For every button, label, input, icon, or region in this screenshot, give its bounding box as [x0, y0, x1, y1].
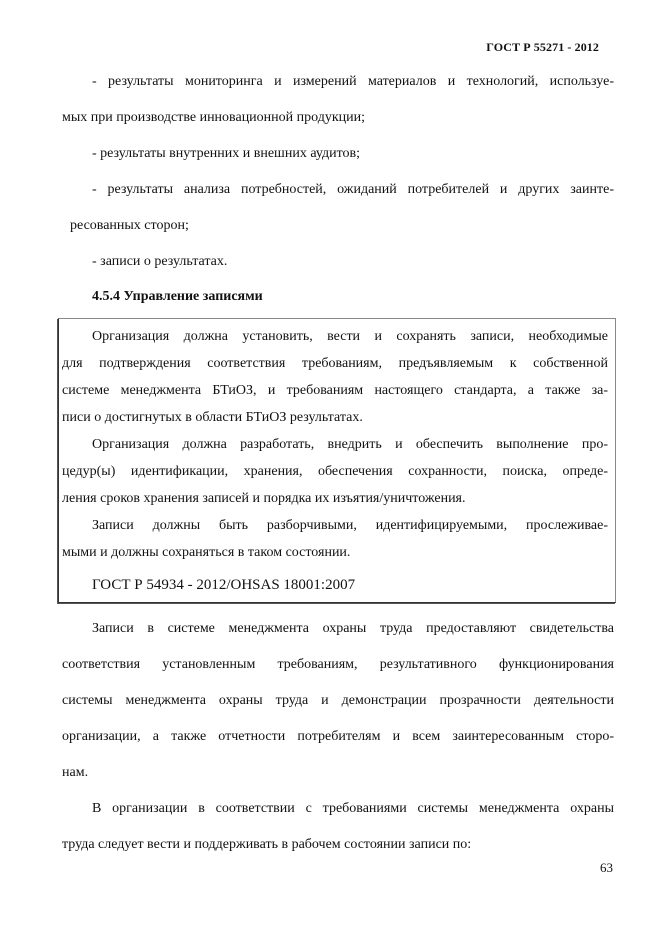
quote-line: цедур(ы) идентификации, хранения, обеспечения сохранности, поиска, опреде-	[62, 464, 608, 479]
quote-line: Организация должна разработать, внедрить и обеспечить выполнение про-	[92, 437, 608, 452]
quote-line: Организация должна установить, вести и сохранять записи, необходимые	[92, 329, 608, 344]
list-item-line: - записи о результатах.	[92, 254, 228, 269]
quote-line: Записи должны быть разборчивыми, идентифицируемыми, прослеживае-	[92, 518, 608, 533]
body-line: соответствия установленным требованиям, результативного функционирования	[62, 657, 614, 672]
list-item-line: - результаты анализа потребностей, ожиданий потребителей и других заинте-	[92, 182, 614, 197]
body-line: нам.	[62, 765, 89, 780]
section-heading: 4.5.4 Управление записями	[92, 289, 263, 304]
body-line: организации, а также отчетности потребителям и всем заинтересованным сторо-	[62, 729, 614, 744]
quote-line: писи о достигнутых в области БТиОЗ результатах.	[62, 410, 363, 425]
page-header: ГОСТ Р 55271 - 2012	[486, 40, 599, 54]
quote-line: ления сроков хранения записей и порядка их изъятия/уничтожения.	[62, 491, 466, 506]
quote-line: для подтверждения соответствия требованиям, предъявляемым к собственной	[62, 356, 608, 371]
body-line: Записи в системе менеджмента охраны труда предоставляют свидетельства	[92, 621, 614, 636]
list-item-line: - результаты внутренних и внешних аудитов;	[92, 146, 360, 161]
list-item-line: ресованных сторон;	[70, 218, 189, 233]
quote-line: системе менеджмента БТиОЗ, и требованиям настоящего стандарта, а также за-	[62, 383, 608, 398]
body-line: системы менеджмента охраны труда и демонстрации прозрачности деятельности	[62, 693, 614, 708]
list-item-line: мых при производстве инновационной продукции;	[62, 110, 366, 125]
quote-line: мыми и должны сохраняться в таком состоянии.	[62, 545, 351, 560]
quote-source: ГОСТ Р 54934 - 2012/OHSAS 18001:2007	[92, 577, 356, 593]
list-item-line: - результаты мониторинга и измерений материалов и технологий, используе-	[92, 74, 614, 89]
body-line: В организации в соответствии с требованиями системы менеджмента охраны	[92, 801, 614, 816]
page-number: 63	[600, 860, 613, 875]
body-line: труда следует вести и поддерживать в рабочем состоянии записи по:	[62, 837, 472, 852]
